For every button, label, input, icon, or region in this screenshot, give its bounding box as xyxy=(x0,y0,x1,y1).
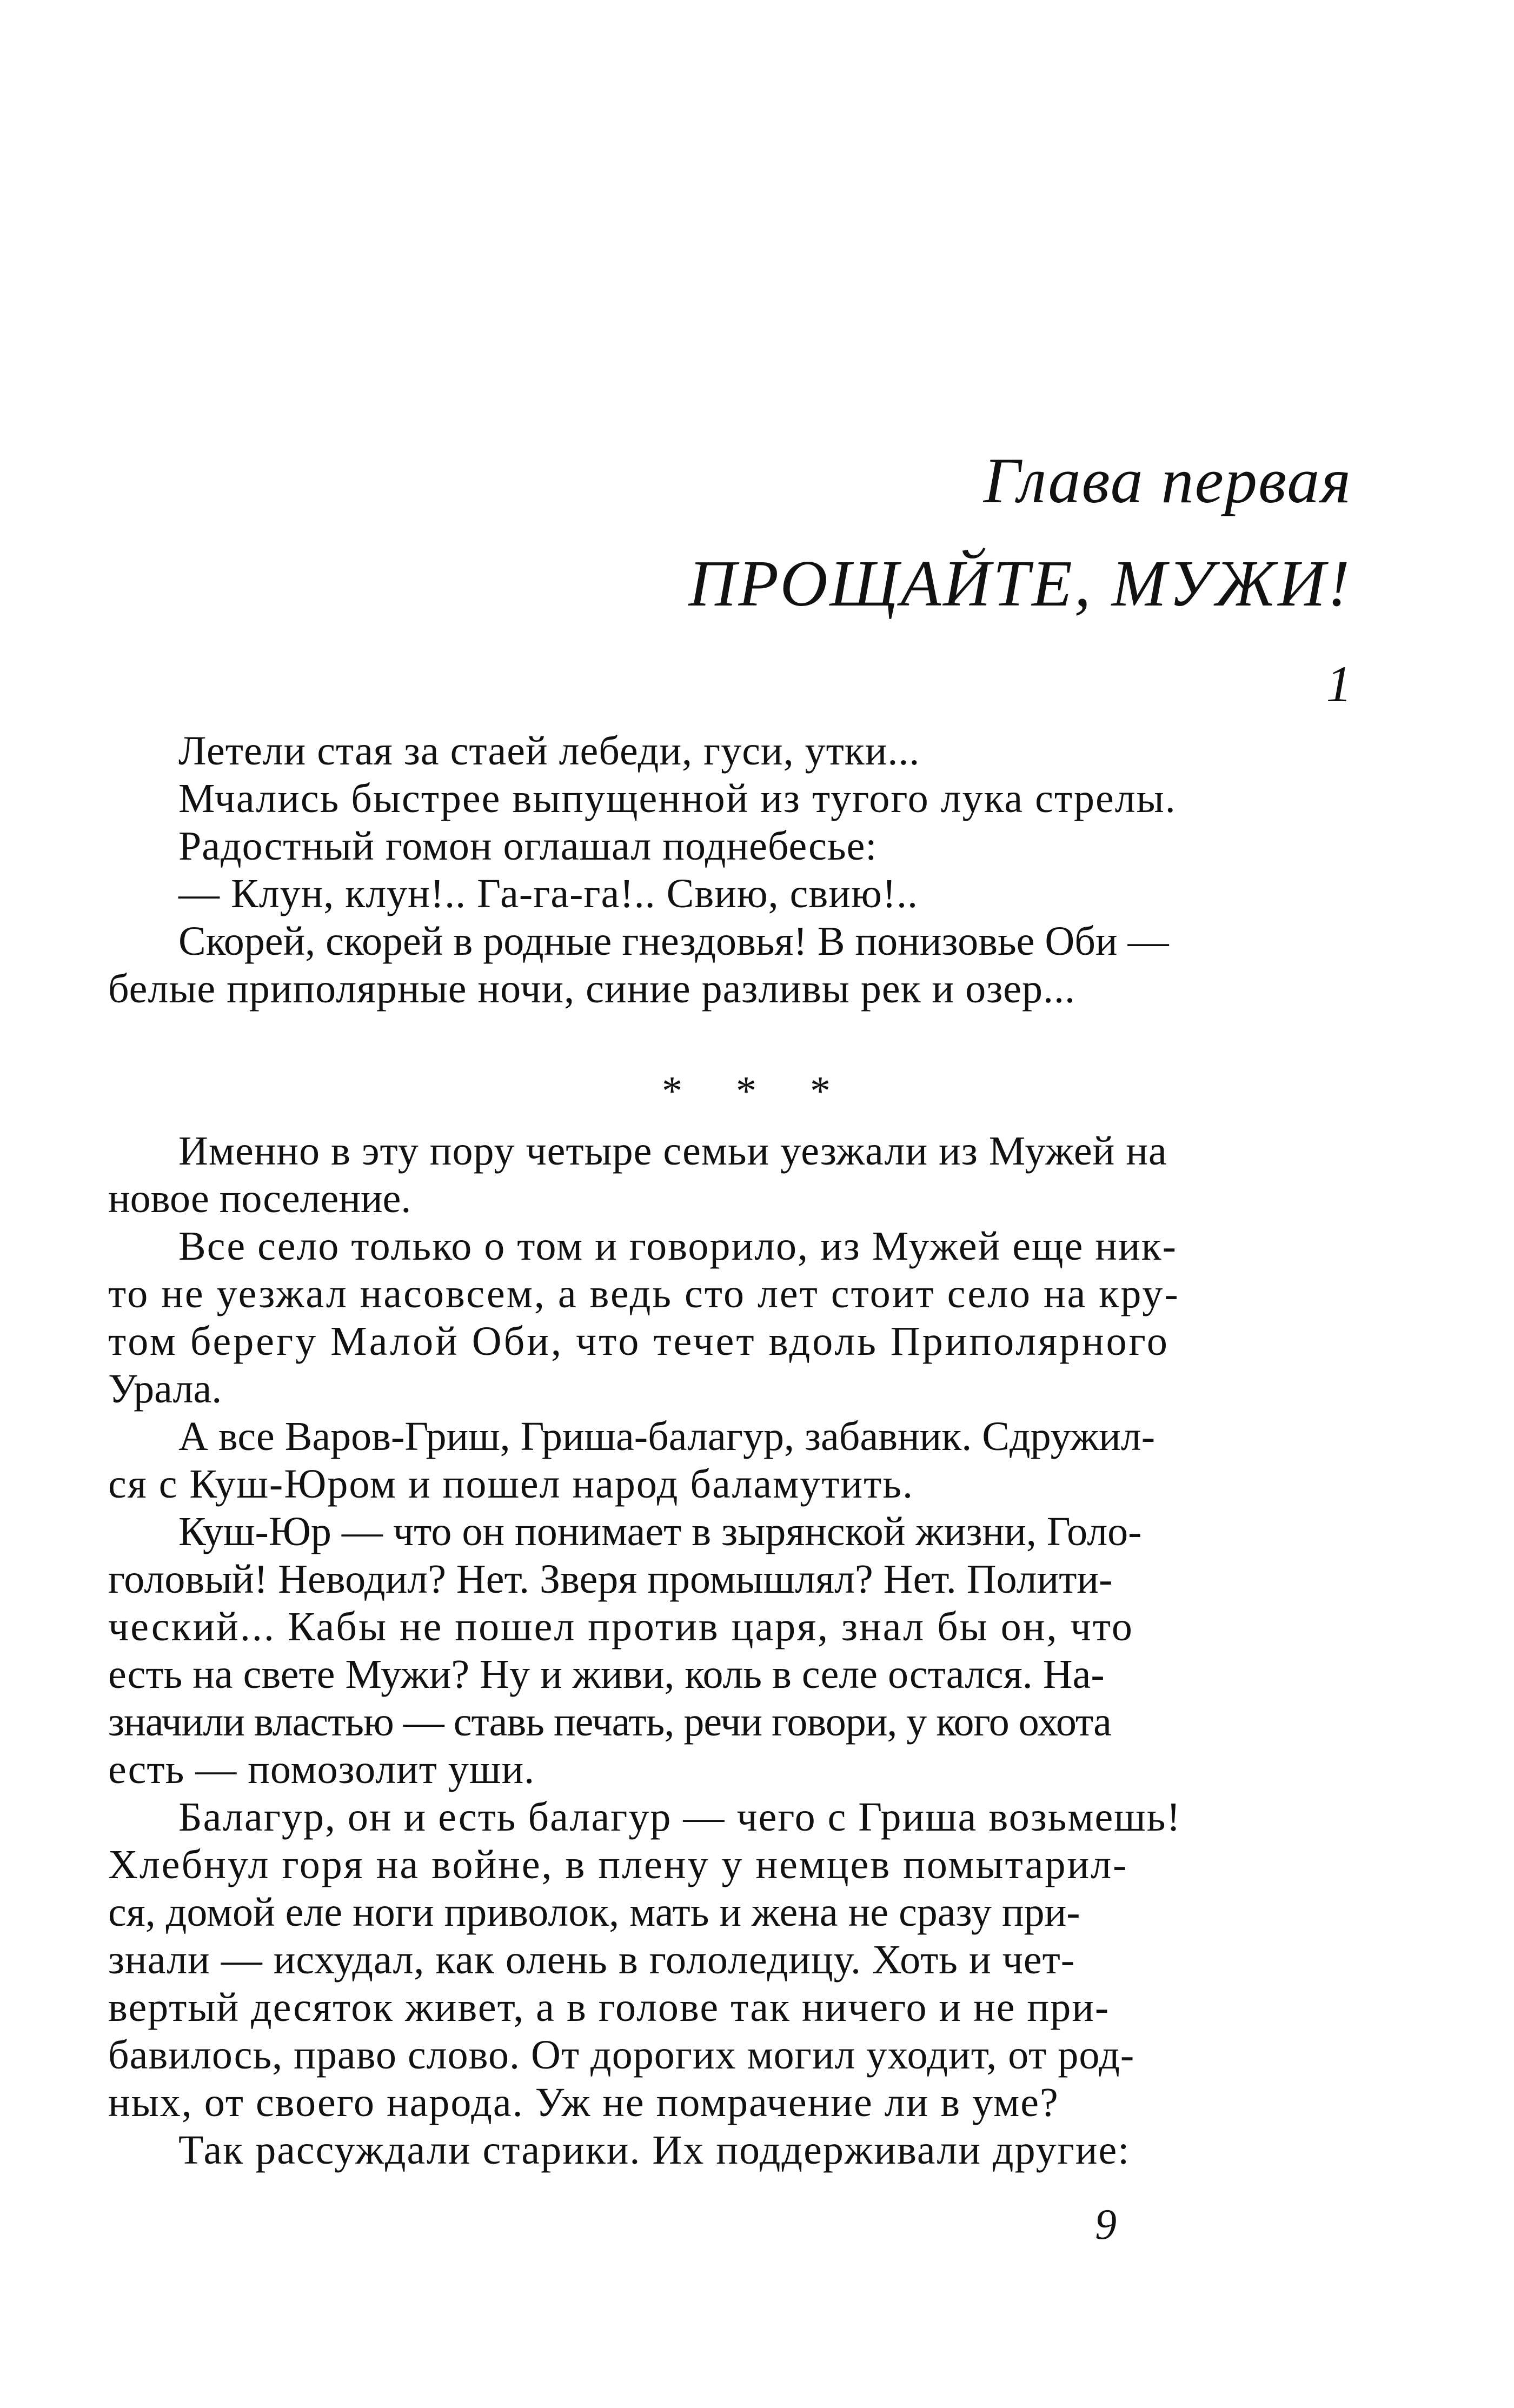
text-line: бавилось, право слово. От дорогих могил уходит, от род- xyxy=(108,2032,1135,2078)
text-line: Хлебнул горя на войне, в плену у немцев помытарил- xyxy=(108,1842,1128,1887)
text-line: головый! Неводил? Нет. Зверя промышлял? Нет. Полити- xyxy=(108,1556,1113,1602)
text-line: — Клун, клун!.. Га-га-га!.. Свию, свию!.. xyxy=(178,871,919,916)
text-line: то не уезжал насовсем, а ведь сто лет стоит село на кру- xyxy=(108,1271,1180,1316)
text-line: ных, от своего народа. Уж не помрачение ли в уме? xyxy=(108,2080,1059,2125)
text-line: Так рассуждали старики. Их поддерживали другие: xyxy=(178,2127,1131,2173)
text-line: Урала. xyxy=(108,1366,222,1412)
text-line: есть — помозолит уши. xyxy=(108,1747,535,1792)
text-line: Летели стая за стаей лебеди, гуси, утки... xyxy=(178,728,920,774)
chapter-label: Глава первая xyxy=(983,444,1352,516)
text-line: белые приполярные ночи, синие разливы рек и озер... xyxy=(108,966,1075,1012)
text-line: значили властью — ставь печать, речи говори, у кого охота xyxy=(108,1699,1111,1745)
section-number: 1 xyxy=(1326,655,1352,713)
text-line: том берегу Малой Оби, что течет вдоль Приполярного xyxy=(108,1319,1170,1364)
text-line: Скорей, скорей в родные гнездовья! В понизовье Оби — xyxy=(178,919,1169,964)
text-line: ся с Куш-Юром и пошел народ баламутить. xyxy=(108,1461,914,1507)
text-line: вертый десяток живет, а в голове так ничего и не при- xyxy=(108,1985,1110,2030)
text-line: ческий... Кабы не пошел против царя, знал бы он, что xyxy=(108,1604,1134,1649)
chapter-title: ПРОЩАЙТЕ, МУЖИ! xyxy=(688,547,1352,620)
text-line: Именно в эту пору четыре семьи уезжали из Мужей на xyxy=(178,1128,1167,1174)
text-line: ся, домой еле ноги приволок, мать и жена не сразу при- xyxy=(108,1890,1080,1935)
poem-block xyxy=(108,727,1352,1013)
text-line: Мчались быстрее выпущенной из тугого лука стрелы. xyxy=(178,776,1177,821)
text-line: А все Варов-Гриш, Гриша-балагур, забавник. Сдружил- xyxy=(178,1414,1156,1459)
section-separator: * * * xyxy=(662,1068,852,1114)
page-number: 9 xyxy=(1095,2201,1117,2249)
text-line: Радостный гомон оглашал поднебесье: xyxy=(178,823,878,869)
text-line: Балагур, он и есть балагур — чего с Гриша возьмешь! xyxy=(178,1794,1181,1840)
body-text xyxy=(108,1127,1352,2174)
text-line: Куш-Юр — что он понимает в зырянской жизни, Голо- xyxy=(178,1509,1142,1554)
text-line: новое поселение. xyxy=(108,1176,411,1221)
text-line: знали — исхудал, как олень в гололедицу. Хоть и чет- xyxy=(108,1937,1075,1983)
text-line: Все село только о том и говорило, из Мужей еще ник- xyxy=(178,1223,1177,1269)
text-line: есть на свете Мужи? Ну и живи, коль в селе остался. На- xyxy=(108,1652,1105,1697)
